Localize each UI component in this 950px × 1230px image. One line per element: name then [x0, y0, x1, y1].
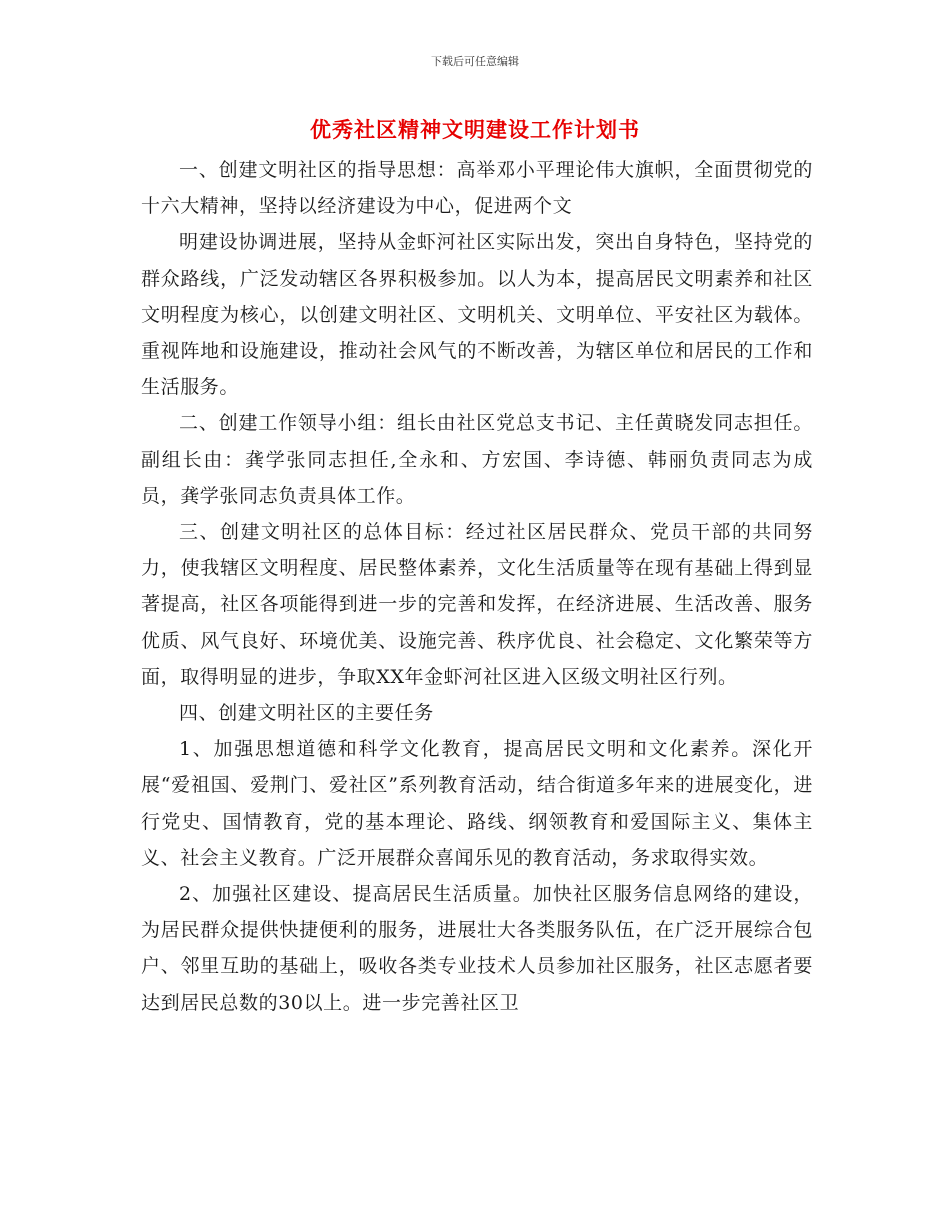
paragraph: 二、创建工作领导小组：组长由社区党总支书记、主任黄晓发同志担任。副组长由：龚学张同志担任,全永和、方宏国、李诗德、韩丽负责同志为成员，龚学张同志负责具体工作。	[141, 412, 813, 507]
document-body	[141, 152, 813, 1021]
paragraph: 明建设协调进展，坚持从金虾河社区实际出发，突出自身特色，坚持党的群众路线，广泛发动辖区各界积极参加。以人为本，提高居民文明素养和社区文明程度为核心，以创建文明社区、文明机关、文明单位、平安社区为载体。重视阵地和设施建设，推动社会风气的不断改善，为辖区单位和居民的工作和生活服务。	[141, 231, 813, 399]
paragraph: 四、创建文明社区的主要任务	[179, 702, 434, 725]
paragraph: 1、加强思想道德和科学文化教育，提高居民文明和文化素养。深化开展“爱祖国、爱荆门、爱社区”系列教育活动，结合街道多年来的进展变化，进行党史、国情教育，党的基本理论、路线、纲领教育和爱国际主义、集体主义、社会主义教育。广泛开展群众喜闻乐见的教育活动，务求取得实效。	[141, 738, 813, 869]
paragraph: 三、创建文明社区的总体目标：经过社区居民群众、党员干部的共同努力，使我辖区文明程度、居民整体素养，文化生活质量等在现有基础上得到显著提高，社区各项能得到进一步的完善和发挥，在经济进展、生活改善、服务优质、风气良好、环境优美、设施完善、秩序优良、社会稳定、文化繁荣等方面，取得明显的进步，争取XX年金虾河社区进入区级文明社区行列。	[141, 521, 813, 688]
document-title: 优秀社区精神文明建设工作计划书	[310, 118, 640, 142]
paragraph: 一、创建文明社区的指导思想：高举邓小平理论伟大旗帜，全面贯彻党的十六大精神，坚持以经济建设为中心，促进两个文	[141, 159, 813, 218]
paragraph: 2、加强社区建设、提高居民生活质量。加快社区服务信息网络的建设，为居民群众提供快捷便利的服务，进展壮大各类服务队伍，在广泛开展综合包户、邻里互助的基础上，吸收各类专业技术人员参加社区服务，社区志愿者要达到居民总数的30以上。进一步完善社区卫	[141, 883, 813, 1014]
header-note: 下载后可任意编辑	[431, 55, 519, 68]
